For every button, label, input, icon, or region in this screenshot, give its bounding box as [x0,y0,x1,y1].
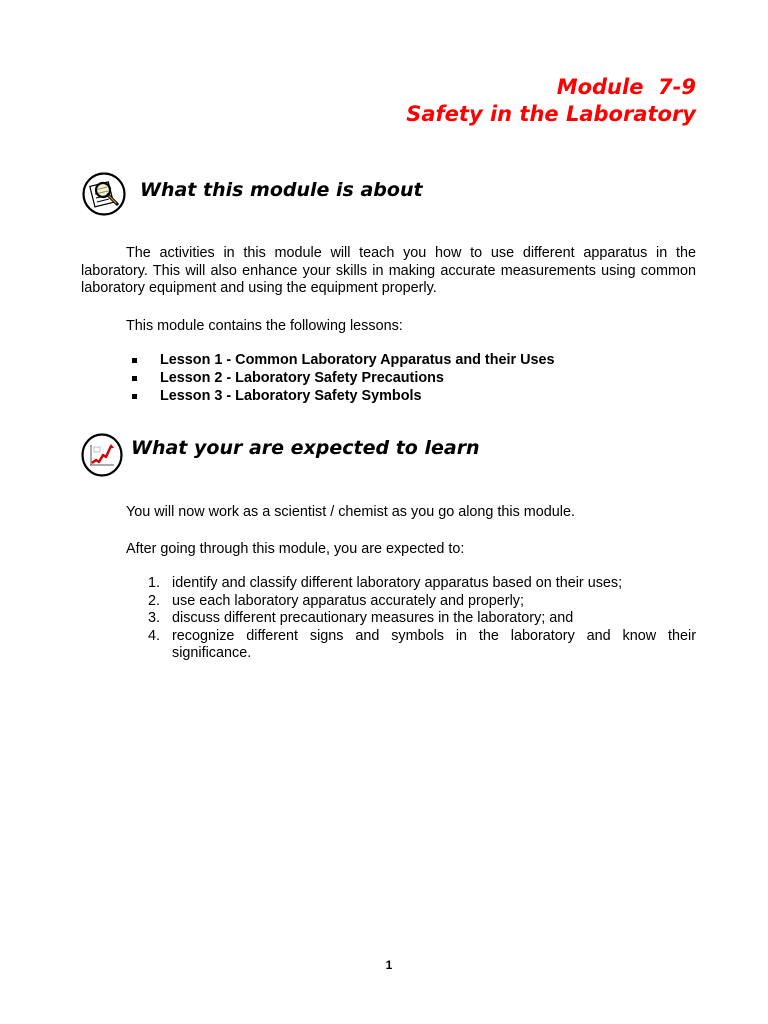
bullet-icon [132,358,137,363]
objective-number: 2. [148,592,161,609]
page-number: 1 [385,958,393,972]
list-item [126,369,555,387]
list-item [140,610,696,628]
objective-text: use each laboratory apparatus accurately and properly; [172,592,524,609]
list-item [140,593,696,611]
section-heading-about: What this module is about [140,179,423,201]
list-item [140,628,696,663]
magnifier-notepad-icon [82,172,126,216]
list-item [140,575,696,593]
module-title [406,74,696,128]
lesson-label: Lesson 1 - Common Laboratory Apparatus and their Uses [160,352,555,368]
module-number: Module 7-9 [556,75,696,99]
objective-text: identify and classify different laboratory apparatus based on their uses; [172,575,623,591]
lesson-label: Lesson 3 - Laboratory Safety Symbols [160,388,422,404]
about-intro-paragraph: The activities in this module will teach you how to use different apparatus in the laboratory. This will also enhance your skills in making accurate measurements using common laboratory equipment and using the equipment properly. [81,245,696,297]
growth-chart-icon [81,433,123,477]
module-name: Safety in the Laboratory [406,102,696,126]
lesson-label: Lesson 2 - Laboratory Safety Precautions [160,370,444,386]
learn-expectation-text: After going through this module, you are expected to: [126,541,465,557]
lessons-list [126,351,555,405]
list-item [126,351,555,369]
lessons-intro-text: This module contains the following lessons: [126,318,403,334]
objective-number: 3. [148,610,161,627]
bullet-icon [132,394,137,399]
objective-number: 4. [148,627,161,644]
objective-text: discuss different precautionary measures in the laboratory; and [172,610,574,627]
objective-text: recognize different signs and symbols in the laboratory and know their significance. [172,627,696,662]
learn-intro-text: You will now work as a scientist / chemist as you go along this module. [126,504,575,520]
section-heading-learn: What your are expected to learn [131,437,480,459]
objective-number: 1. [148,575,161,591]
objectives-list [140,575,696,663]
list-item [126,387,555,405]
bullet-icon [132,376,137,381]
